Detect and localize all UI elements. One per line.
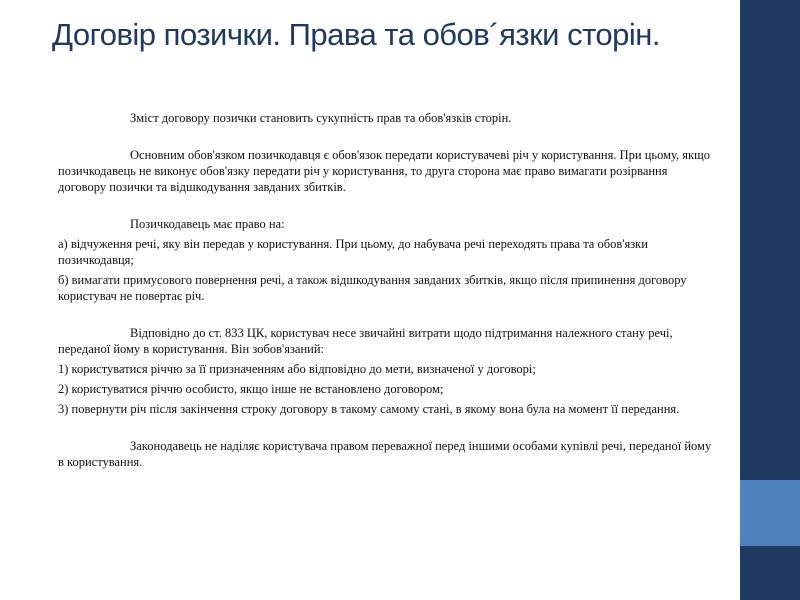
paragraph-user-duties: Відповідно до ст. 833 ЦК, користувач несе звичайні витрати щодо підтримання належного стану речі, переданої йому в користування. Він зобов'язаний:	[58, 326, 673, 356]
slide-content	[58, 110, 718, 470]
paragraph-lender-rights: Позичкодавець має право на:	[130, 217, 285, 231]
list-item-user-duty-2: 2) користуватися річчю особисто, якщо інше не встановлено договором;	[58, 382, 444, 396]
paragraph-no-preemptive-right: Законодавець не наділяє користувача правом переважної перед іншими особами купівлі речі, переданої йому в користування.	[58, 439, 712, 469]
paragraph-lender-duty: Основним обов'язком позичкодавця є обов'язок передати користувачеві річ у користування. При цьому, якщо позичкодавець не виконує обов'язку передати річ у користування, то друга сторона має право вимагати розірвання договору позички та відшкодування завданих збитків.	[58, 148, 710, 194]
paragraph-contract-content: Зміст договору позички становить сукупність прав та обов'язків сторін.	[130, 111, 512, 125]
slide-title: Договір позички. Права та обов´язки сторін.	[52, 17, 661, 52]
list-item-lender-right-b: б) вимагати примусового повернення речі, а також відшкодування завданих збитків, якщо після припинення договору користувач не повертає річ.	[58, 273, 687, 303]
list-item-user-duty-1: 1) користуватися річчю за її призначенням або відповідно до мети, визначеної у договорі;	[58, 362, 536, 376]
sidebar-accent-block	[740, 480, 800, 546]
list-item-lender-right-a: а) відчуження речі, яку він передав у користування. При цьому, до набувача речі переходять права та обов'язки позичкодавця;	[58, 237, 648, 267]
list-item-user-duty-3: 3) повернути річ після закінчення строку договору в такому самому стані, в якому вона була на момент її передання.	[58, 402, 680, 416]
